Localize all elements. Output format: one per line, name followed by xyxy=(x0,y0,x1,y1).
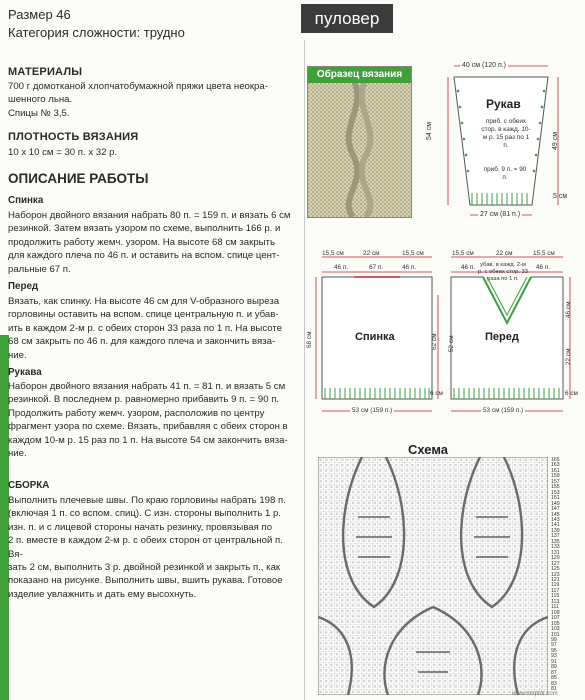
gauge-heading: ПЛОТНОСТЬ ВЯЗАНИЯ xyxy=(8,131,139,143)
sleeves-line: Продолжить работу жемч. узором, расположив по центру xyxy=(8,407,265,419)
row-label: 155 xyxy=(551,484,560,491)
front-bottom: 53 см (159 п.) xyxy=(483,407,524,414)
back-title: Спинка xyxy=(355,331,395,343)
row-label: 121 xyxy=(551,576,560,583)
sleeves-heading: Рукава xyxy=(8,367,42,378)
back-rib: 6 см xyxy=(430,390,443,397)
row-label: 91 xyxy=(551,658,557,665)
front-line: ние. xyxy=(8,349,27,361)
watermark: www.mirptor.com xyxy=(512,691,558,697)
description-heading: ОПИСАНИЕ РАБОТЫ xyxy=(8,171,149,186)
row-label: 87 xyxy=(551,669,557,676)
row-label: 101 xyxy=(551,631,560,638)
sleeves-line: каждом 10-м р. 15 раз по 1 п. На высоте 54 см закончить вяза- xyxy=(8,434,288,446)
row-label: 99 xyxy=(551,636,557,643)
row-label: 93 xyxy=(551,653,557,660)
sleeves-line: Наборон двойного вязания набрать 41 п. = 81 п. и вязать 5 см xyxy=(8,381,286,392)
row-label: 133 xyxy=(551,544,560,551)
sleeve-bottom-width: 27 см (81 п.) xyxy=(480,211,521,218)
row-label: 151 xyxy=(551,495,560,502)
column-divider xyxy=(304,40,305,700)
row-label: 153 xyxy=(551,489,560,496)
front-h-mid: 52 см xyxy=(448,335,455,352)
front-h-upper: 22 см xyxy=(565,348,572,365)
materials-line: 700 г домотканой хлопчатобумажной пряжи цвета неокра- xyxy=(8,81,268,92)
row-label: 129 xyxy=(551,555,560,562)
row-label: 165 xyxy=(551,457,560,463)
sleeve-top-width: 40 см (120 п.) xyxy=(462,62,507,69)
row-label: 141 xyxy=(551,522,560,529)
swatch-texture xyxy=(308,67,411,217)
back-sts-left: 46 п. xyxy=(334,264,349,271)
front-dim-center: 22 см xyxy=(496,250,513,257)
row-label: 113 xyxy=(551,598,560,605)
front-line: горловины оставить на вспом. спице центральную п. и убав- xyxy=(8,309,279,321)
size-label: Размер 46 xyxy=(8,7,71,22)
front-h-lower: 46 см xyxy=(565,301,572,318)
back-bottom: 53 см (159 п.) xyxy=(352,407,393,414)
front-neck-note: убав. в кажд. 2-м р. с обеих стор. 33 раза по 1 п. xyxy=(478,262,529,282)
row-label: 95 xyxy=(551,647,557,654)
row-label: 125 xyxy=(551,566,560,573)
back-height-inner: 62 см xyxy=(431,333,438,350)
assembly-line: изделие увлажнить и дать ему высохнуть. xyxy=(8,588,197,600)
row-label: 137 xyxy=(551,533,560,540)
front-dim-left: 15,5 см xyxy=(452,250,474,257)
back-line: Наборон двойного вязания набрать 80 п. = 159 п. и вязать 6 см xyxy=(8,210,291,221)
row-label: 109 xyxy=(551,609,560,616)
front-title: Перед xyxy=(485,331,519,343)
back-line: продолжить работу жемч. узором. На высоте 68 см закрыть xyxy=(8,236,275,248)
row-label: 127 xyxy=(551,560,560,567)
front-text xyxy=(8,295,300,362)
back-sts-right: 46 п. xyxy=(402,264,417,271)
title-banner xyxy=(301,4,393,33)
row-label: 103 xyxy=(551,626,560,633)
back-text xyxy=(8,209,300,276)
row-label: 85 xyxy=(551,675,557,682)
assembly-line: 2 п. вместе в каждом 2-м р. с обеих сторон от центральной п. Вя- xyxy=(8,535,283,560)
row-label: 147 xyxy=(551,506,560,513)
row-label: 139 xyxy=(551,527,560,534)
front-sts-right: 46 п. xyxy=(536,264,551,271)
front-sts-left: 46 п. xyxy=(461,264,476,271)
sleeves-line: резинкой. В последнем р. равномерно прибавить 9 п. = 90 п. xyxy=(8,394,280,406)
row-label: 123 xyxy=(551,571,560,578)
sleeve-note-2: приб. 9 п. = 90 п. xyxy=(483,166,527,181)
row-label: 161 xyxy=(551,467,560,474)
materials-line: Спицы № 3,5. xyxy=(8,107,70,119)
sleeve-rib-height: 5 см xyxy=(553,193,568,200)
back-heading: Спинка xyxy=(8,195,44,206)
sleeve-height-inner: 49 см xyxy=(552,131,559,150)
row-label: 97 xyxy=(551,642,557,649)
assembly-line: (включая 1 п. со вспом. спиц). С изн. стороны выполнить 1 р. xyxy=(8,508,281,520)
assembly-text xyxy=(8,494,300,601)
difficulty-label: Категория сложности: трудно xyxy=(8,25,185,40)
front-line: 68 см закрыть по 46 п. для каждого плеча и закончить вяза- xyxy=(8,336,276,348)
front-dim-right: 15,5 см xyxy=(533,250,555,257)
sleeves-line: фрагмент узора по схеме. Вязать, прибавляя с обеих сторон в xyxy=(8,421,288,433)
row-label: 89 xyxy=(551,664,557,671)
front-rib: 6 см xyxy=(565,390,578,397)
row-label: 157 xyxy=(551,478,560,485)
knitting-sample xyxy=(307,66,412,218)
row-label: 115 xyxy=(551,593,560,600)
back-height: 68 см xyxy=(306,331,313,348)
assembly-line: зать 2 см, выполнить 3 р. двойной резинкой и закрыть п., как xyxy=(8,562,281,574)
back-line: резинкой. Затем вязать узором по схеме, выполнить 166 р. и xyxy=(8,223,281,235)
sleeve-title: Рукав xyxy=(486,97,521,111)
back-line: для каждого плеча по 46 п. и оставить на вспом. спице цент- xyxy=(8,250,280,262)
stitch-chart xyxy=(318,457,548,695)
gauge-text: 10 х 10 см = 30 п. х 32 р. xyxy=(8,147,118,158)
sleeves-line: ние. xyxy=(8,448,27,460)
row-label: 81 xyxy=(551,686,557,693)
assembly-line: показано на рисунке. Выполнить швы, вшить рукава. Готовое xyxy=(8,575,283,587)
row-label: 135 xyxy=(551,538,560,545)
row-label: 111 xyxy=(551,604,559,611)
back-dim-left: 15,5 см xyxy=(322,250,344,257)
page-title: пуловер xyxy=(314,9,380,28)
assembly-heading: СБОРКА xyxy=(8,480,50,491)
back-dim-right: 15,5 см xyxy=(402,250,424,257)
sleeve-note-1: приб. с обеих стор. в кажд. 10-м р. 15 раз по 1 п. xyxy=(481,118,531,149)
sleeves-text xyxy=(8,380,300,460)
front-line: ить в каждом 2-м р. с обеих сторон 33 раза по 1 п. На высоте xyxy=(8,322,282,334)
assembly-line: изн. п. и с лицевой стороны начать резинку, провязывая по xyxy=(8,521,273,533)
materials-heading: МАТЕРИАЛЫ xyxy=(8,66,83,78)
row-label: 117 xyxy=(551,587,560,594)
assembly-line: Выполнить плечевые швы. По краю горловины набрать 198 п. xyxy=(8,495,286,506)
front-heading: Перед xyxy=(8,281,39,292)
row-label: 149 xyxy=(551,500,560,507)
front-line: Вязать, как спинку. На высоте 46 см для V-образного выреза xyxy=(8,296,280,307)
back-line: ральные 67 п. xyxy=(8,263,71,275)
row-label: 119 xyxy=(551,582,560,589)
row-label: 163 xyxy=(551,462,560,469)
row-label: 105 xyxy=(551,620,560,627)
materials-text xyxy=(8,80,298,120)
row-label: 145 xyxy=(551,511,560,518)
row-label: 143 xyxy=(551,516,560,523)
materials-line: шенного льна. xyxy=(8,94,73,106)
row-label: 131 xyxy=(551,549,560,556)
sleeve-height-total: 54 см xyxy=(426,121,433,140)
back-dim-center: 22 см xyxy=(363,250,380,257)
row-label: 107 xyxy=(551,615,560,622)
back-sts-center: 67 п. xyxy=(369,264,384,271)
sample-label: Образец вязания xyxy=(308,67,411,83)
chart-row-labels xyxy=(551,458,560,692)
row-label: 159 xyxy=(551,473,560,480)
row-label: 83 xyxy=(551,680,557,687)
chart-title: Схема xyxy=(408,442,449,457)
